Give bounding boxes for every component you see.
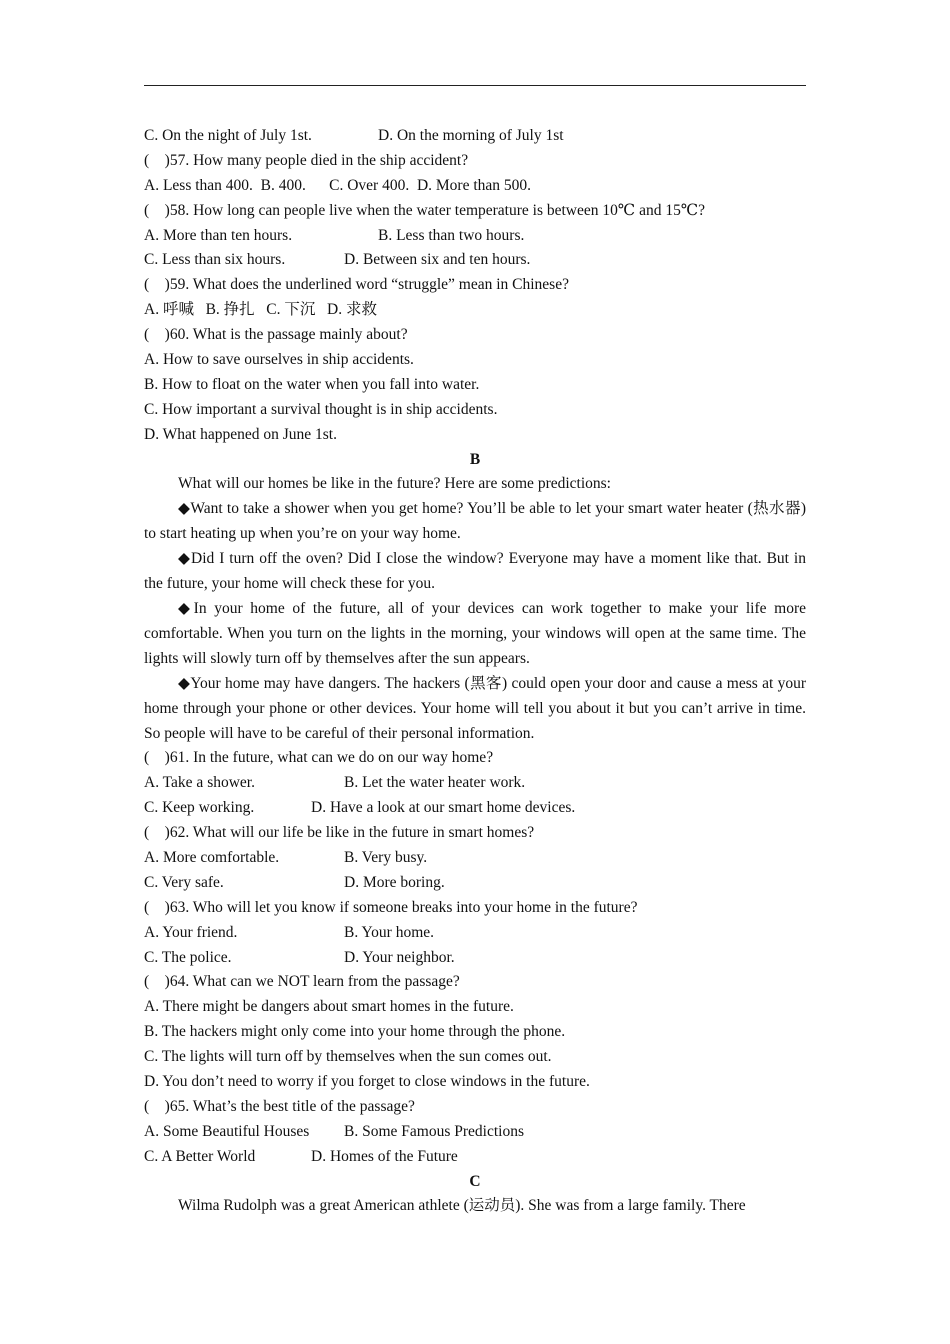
q64-option-c: C. The lights will turn off by themselves when the sun comes out. <box>144 1048 552 1066</box>
option-c: C. A Better World <box>144 1147 256 1165</box>
option-b: B. Let the water heater work. <box>344 774 526 792</box>
question-63: ( )63. Who will let you know if someone breaks into your home in the future? <box>144 898 638 916</box>
q60-option-a: A. How to save ourselves in ship accidents. <box>144 351 414 369</box>
question-60: ( )60. What is the passage mainly about? <box>144 326 408 344</box>
option-c: C. Very safe. <box>144 873 224 891</box>
option-b: B. Your home. <box>344 923 435 941</box>
q63-options-cd <box>144 946 806 971</box>
q65-options-ab <box>144 1120 806 1145</box>
option-c: C. Keep working. <box>144 799 255 817</box>
q61-options-ab <box>144 771 806 796</box>
q62-options-ab <box>144 846 806 871</box>
q60-option-d: D. What happened on June 1st. <box>144 425 337 443</box>
section-heading-b: B <box>469 450 481 468</box>
q60-option-b: B. How to float on the water when you fall into water. <box>144 375 480 393</box>
q64-option-b: B. The hackers might only come into your home through the phone. <box>144 1023 566 1041</box>
question-65: ( )65. What’s the best title of the passage? <box>144 1097 415 1115</box>
document-body <box>144 124 806 1219</box>
option-b: B. Very busy. <box>344 849 428 866</box>
option-a: A. Take a shower. <box>144 774 255 792</box>
question-61: ( )61. In the future, what can we do on our way home? <box>144 749 494 767</box>
option-d: D. Homes of the Future <box>311 1147 458 1165</box>
option-c: C. Less than six hours. <box>144 251 286 269</box>
option-a: A. Some Beautiful Houses <box>144 1122 310 1140</box>
q64-option-a: A. There might be dangers about smart homes in the future. <box>144 998 514 1016</box>
q57-options: A. Less than 400. B. 400. C. Over 400. D. More than 500. <box>144 176 532 194</box>
question-58: ( )58. How long can people live when the water temperature is between 10℃ and 15℃? <box>144 201 706 219</box>
option-d: D. Between six and ten hours. <box>344 251 531 269</box>
q58-options-cd <box>144 248 806 273</box>
section-heading-c: C <box>469 1172 481 1190</box>
option-d: D. Have a look at our smart home devices. <box>311 799 576 817</box>
option-b: B. Some Famous Predictions <box>344 1122 524 1140</box>
q62-options-cd <box>144 871 806 896</box>
option-c: C. On the night of July 1st. <box>144 127 312 144</box>
question-62: ( )62. What will our life be like in the future in smart homes? <box>144 824 535 842</box>
q56-options-cd <box>144 124 806 149</box>
q59-options: A. 呼喊 B. 挣扎 C. 下沉 D. 求救 <box>144 301 377 319</box>
question-64: ( )64. What can we NOT learn from the passage? <box>144 973 460 991</box>
option-d: D. Your neighbor. <box>344 948 455 966</box>
q58-options-ab <box>144 224 806 249</box>
option-a: A. More than ten hours. <box>144 226 293 244</box>
q61-options-cd <box>144 796 806 821</box>
passage-b-intro: What will our homes be like in the future? Here are some predictions: <box>178 475 611 493</box>
option-c: C. The police. <box>144 948 232 966</box>
option-d: D. More boring. <box>344 873 445 891</box>
q64-option-d: D. You don’t need to worry if you forget to close windows in the future. <box>144 1073 590 1091</box>
question-59: ( )59. What does the underlined word “struggle” mean in Chinese? <box>144 276 569 294</box>
passage-b-paragraph-4: ◆Your home may have dangers. The hackers (黑客) could open your door and cause a mess at your home through your phone or other devices. Your home will tell you about it but you can’t arrive in time. So people will have to be careful of their personal information. <box>144 674 806 742</box>
passage-c-paragraph-1: Wilma Rudolph was a great American athlete (运动员). She was from a large family. There <box>178 1197 746 1215</box>
header-rule <box>144 85 806 86</box>
option-d: D. On the morning of July 1st <box>378 127 564 144</box>
q63-options-ab <box>144 921 806 946</box>
passage-b-paragraph-1: ◆Want to take a shower when you get home? You’ll be able to let your smart water heater (热水器) to start heating up when you’re on your way home. <box>144 500 806 543</box>
option-a: A. More comfortable. <box>144 849 280 866</box>
question-57: ( )57. How many people died in the ship accident? <box>144 151 469 169</box>
option-b: B. Less than two hours. <box>378 226 525 244</box>
passage-b-paragraph-3: ◆In your home of the future, all of your devices can work together to make your life more comfortable. When you turn on the lights in the morning, your windows will open at the same time. The lights will slowly turn off by themselves after the sun appears. <box>144 600 806 667</box>
option-a: A. Your friend. <box>144 923 238 941</box>
q60-option-c: C. How important a survival thought is in ship accidents. <box>144 400 498 418</box>
passage-b-paragraph-2: ◆Did I turn off the oven? Did I close the window? Everyone may have a moment like that. But in the future, your home will check these for you. <box>144 550 806 593</box>
q65-options-cd <box>144 1145 806 1170</box>
